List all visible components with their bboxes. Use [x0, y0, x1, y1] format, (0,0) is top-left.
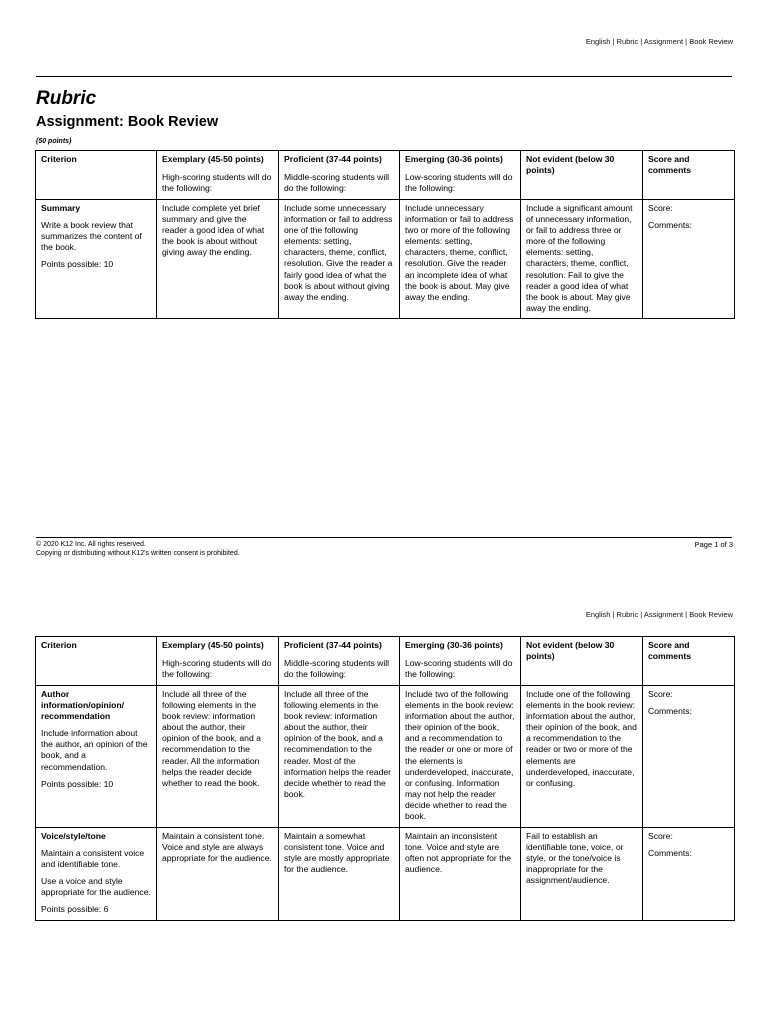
criterion-cell: Summary Write a book review that summarizes the content of the book. Points possible: 10: [36, 199, 157, 319]
page-header: English | Rubric | Assignment | Book Review: [585, 37, 733, 46]
criterion-cell: Author information/opinion/ recommendation Include information about the author, an opinion of the book, and a recommendation. Points possible: 10: [36, 685, 157, 827]
column-header-score: Score and comments: [643, 637, 735, 686]
column-header-emerging: Emerging (30-36 points) Low-scoring students will do the following:: [400, 151, 521, 200]
table-row: [36, 827, 735, 920]
emerging-cell: Maintain an inconsistent tone. Voice and style are often not appropriate for the audience.: [400, 827, 521, 920]
not-evident-cell: Include one of the following elements in the book review: information about the author, their opinion of the book, and a recommendation to the reader or two or more of the elements are underdeveloped, inaccurate, or confusing.: [521, 685, 643, 827]
column-header-not-evident: Not evident (below 30 points): [521, 637, 643, 686]
column-header-not-evident: Not evident (below 30 points): [521, 151, 643, 200]
proficient-cell: Include all three of the following elements in the book review: information about the author, their opinion of the book, and a recommendation to the reader. Most of the information helps the reader decide whether to read the book.: [279, 685, 400, 827]
column-header-criterion: Criterion: [36, 637, 157, 686]
table-row: [36, 685, 735, 827]
proficient-cell: Include some unnecessary information or fail to address one of the following elements: setting, characters, theme, conflict, resolution. Give the reader a fairly good idea of what the book is about without giving away the ending.: [279, 199, 400, 319]
exemplary-cell: Include complete yet brief summary and give the reader a good idea of what the book is about without giving away the ending.: [157, 199, 279, 319]
footer-legal: [36, 540, 240, 559]
assignment-title: Assignment: Book Review: [36, 114, 219, 130]
total-points-note: (50 points): [36, 138, 72, 145]
copyright-text: © 2020 K12 Inc. All rights reserved.: [36, 541, 146, 548]
emerging-cell: Include unnecessary information or fail to address two or more of the following elements: setting, characters, theme, conflict, resolution. Give the reader an incomplete idea of what the book is about. May give away the ending.: [400, 199, 521, 319]
rubric-header-row: [36, 637, 735, 686]
page-2: [0, 580, 768, 1024]
footer-divider: [36, 537, 732, 538]
column-header-exemplary: Exemplary (45-50 points) High-scoring students will do the following:: [157, 637, 279, 686]
rubric-header-row: [36, 151, 735, 200]
page-header: English | Rubric | Assignment | Book Review: [585, 610, 733, 619]
score-cell: Score: Comments:: [643, 827, 735, 920]
rubric-table: [35, 150, 735, 319]
document-title: Rubric: [36, 88, 97, 109]
page-number: Page 1 of 3: [694, 540, 733, 549]
exemplary-cell: Include all three of the following elements in the book review: information about the author, their opinion of the book, and a recommendation to the reader. All the information helps the reader decide whether to read the book.: [157, 685, 279, 827]
not-evident-cell: Fail to establish an identifiable tone, voice, or style, or the tone/voice is inappropriate for the assignment/audience.: [521, 827, 643, 920]
criterion-cell: Voice/style/tone Maintain a consistent voice and identifiable tone. Use a voice and style appropriate for the audience. Points possible: 6: [36, 827, 157, 920]
score-cell: Score: Comments:: [643, 199, 735, 319]
column-header-proficient: Proficient (37-44 points) Middle-scoring students will do the following:: [279, 151, 400, 200]
column-header-score: Score and comments: [643, 151, 735, 200]
column-header-exemplary: Exemplary (45-50 points) High-scoring students will do the following:: [157, 151, 279, 200]
not-evident-cell: Include a significant amount of unnecessary information, or fail to address three or more of the following elements: setting, characters, theme, conflict, resolution. Fail to give the reader a good idea of what the book is about. May give away the ending.: [521, 199, 643, 319]
column-header-emerging: Emerging (30-36 points) Low-scoring students will do the following:: [400, 637, 521, 686]
exemplary-cell: Maintain a consistent tone. Voice and style are always appropriate for the audience.: [157, 827, 279, 920]
proficient-cell: Maintain a somewhat consistent tone. Voice and style are mostly appropriate for the audience.: [279, 827, 400, 920]
rubric-table: [35, 636, 735, 921]
emerging-cell: Include two of the following elements in the book review: information about the author, their opinion of the book, and a recommendation to the reader or one or more of the elements is underdeveloped, inaccurate, or confusing. Information may not help the reader decide whether to read the book.: [400, 685, 521, 827]
distribution-notice: Copying or distributing without K12's written consent is prohibited.: [36, 550, 240, 558]
table-row: [36, 199, 735, 319]
column-header-proficient: Proficient (37-44 points) Middle-scoring students will do the following:: [279, 637, 400, 686]
score-cell: Score: Comments:: [643, 685, 735, 827]
column-header-criterion: Criterion: [36, 151, 157, 200]
header-divider: [36, 76, 732, 77]
